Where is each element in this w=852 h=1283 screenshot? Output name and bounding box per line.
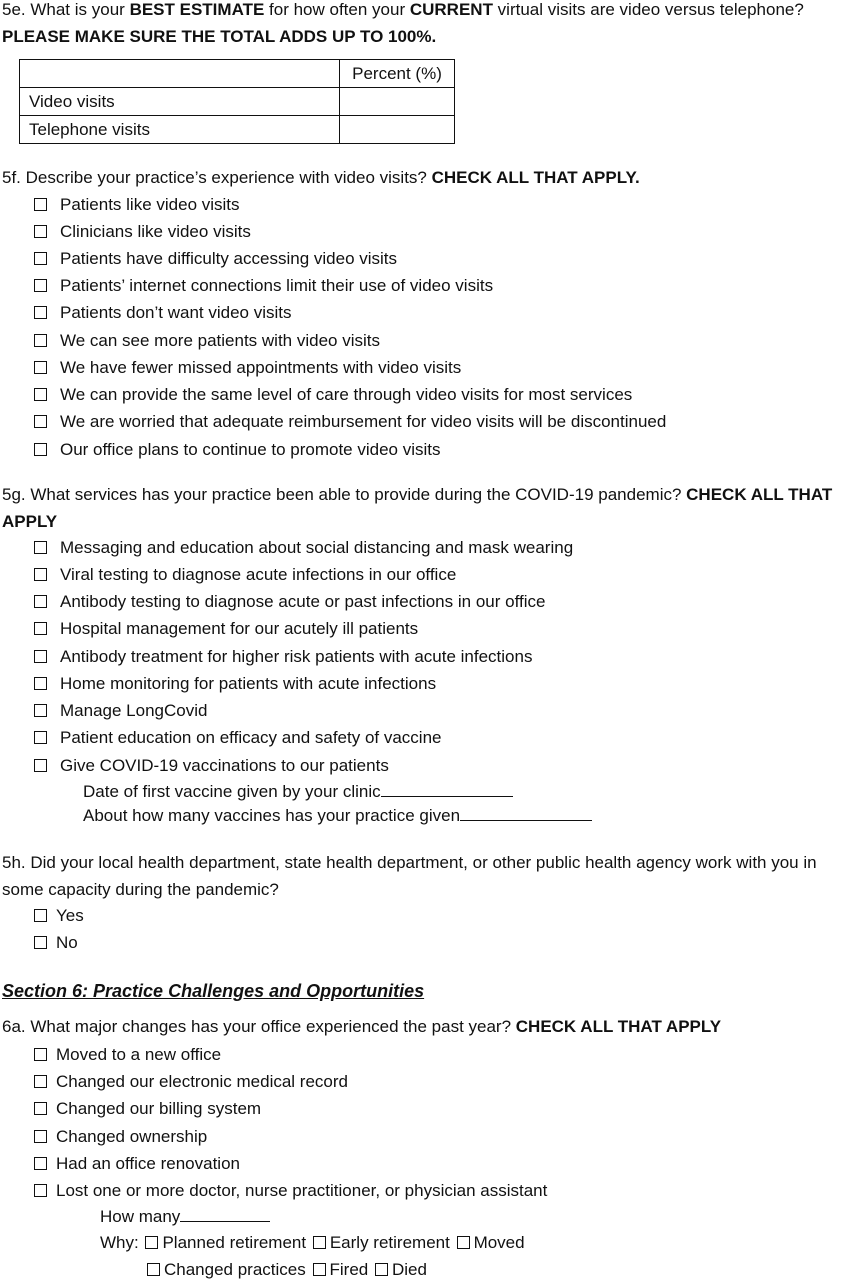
- option-label: Had an office renovation: [56, 1154, 240, 1173]
- question-6a-text: 6a. What major changes has your office experienced the past year?: [2, 1017, 516, 1036]
- vaccine-date-line: [83, 778, 513, 805]
- option-label: Messaging and education about social distancing and mask wearing: [60, 538, 574, 557]
- option-label: No: [56, 933, 78, 952]
- option-label: Patients don’t want video visits: [60, 303, 292, 322]
- how-many-field[interactable]: [180, 1220, 270, 1222]
- why-option-early-retirement: Early retirement: [329, 1233, 450, 1252]
- checkbox-icon[interactable]: [34, 568, 47, 581]
- checkbox-icon[interactable]: [145, 1236, 158, 1249]
- table-row: [20, 116, 455, 144]
- checkbox-icon[interactable]: [34, 279, 47, 292]
- question-5f: [2, 164, 850, 191]
- option-label: Antibody treatment for higher risk patients with acute infections: [60, 647, 533, 666]
- checkbox-option[interactable]: [34, 408, 666, 435]
- checkbox-option[interactable]: [34, 1150, 240, 1177]
- how-many-label: How many: [100, 1207, 181, 1226]
- checkbox-option[interactable]: [34, 191, 240, 218]
- section-title: Section 6: Practice Challenges and Opportunities: [2, 981, 425, 1001]
- emphasis-current: CURRENT: [409, 0, 493, 19]
- why-row-2: [145, 1256, 427, 1283]
- question-5e-instruction: PLEASE MAKE SURE THE TOTAL ADDS UP TO 100%.: [2, 27, 437, 46]
- option-label: Changed our electronic medical record: [56, 1072, 348, 1091]
- option-label: Patients like video visits: [60, 195, 240, 214]
- option-label: We can provide the same level of care through video visits for most services: [60, 385, 633, 404]
- why-row-1: [100, 1229, 525, 1256]
- video-percent-field[interactable]: [340, 88, 455, 116]
- option-label: Patients’ internet connections limit their use of video visits: [60, 276, 494, 295]
- table-header-blank: [20, 60, 340, 88]
- checkbox-icon[interactable]: [375, 1263, 388, 1276]
- vaccine-date-label: Date of first vaccine given by your clinic: [83, 782, 381, 801]
- checkbox-option[interactable]: [34, 670, 436, 697]
- option-label: Patients have difficulty accessing video visits: [60, 249, 398, 268]
- option-label: Yes: [56, 906, 84, 925]
- checkbox-icon[interactable]: [34, 1157, 47, 1170]
- question-5e-text-end: virtual visits are video versus telephone?: [492, 0, 804, 19]
- option-label: Clinicians like video visits: [60, 222, 251, 241]
- question-5g-text: 5g. What services has your practice been able to provide during the COVID-19 pandemic?: [2, 485, 687, 504]
- option-label: We have fewer missed appointments with video visits: [60, 358, 462, 377]
- checkbox-icon[interactable]: [313, 1236, 326, 1249]
- checkbox-icon[interactable]: [34, 759, 47, 772]
- telephone-percent-field[interactable]: [340, 116, 455, 144]
- checkbox-icon[interactable]: [457, 1236, 470, 1249]
- checkbox-icon[interactable]: [34, 415, 47, 428]
- question-5e-text: 5e. What is your: [2, 0, 130, 19]
- checkbox-option[interactable]: [34, 1095, 261, 1122]
- checkbox-option[interactable]: [34, 1041, 221, 1068]
- option-label: Viral testing to diagnose acute infections in our office: [60, 565, 457, 584]
- option-label: We are worried that adequate reimbursement for video visits will be discontinued: [60, 412, 667, 431]
- checkbox-option[interactable]: [34, 272, 493, 299]
- checkbox-icon[interactable]: [34, 306, 47, 319]
- checkbox-option[interactable]: [34, 1123, 207, 1150]
- how-many-line: [100, 1203, 270, 1230]
- checkbox-icon[interactable]: [34, 909, 47, 922]
- checkbox-icon[interactable]: [34, 225, 47, 238]
- why-option-planned-retirement: Planned retirement: [162, 1233, 307, 1252]
- checkbox-option[interactable]: [34, 588, 545, 615]
- checkbox-icon[interactable]: [147, 1263, 160, 1276]
- checkbox-option[interactable]: [34, 354, 461, 381]
- option-label: Antibody testing to diagnose acute or past infections in our office: [60, 592, 546, 611]
- checkbox-icon[interactable]: [34, 595, 47, 608]
- why-option-moved: Moved: [473, 1233, 525, 1252]
- option-label: Patient education on efficacy and safety of vaccine: [60, 728, 442, 747]
- checkbox-icon[interactable]: [34, 650, 47, 663]
- checkbox-icon[interactable]: [34, 1075, 47, 1088]
- checkbox-option[interactable]: [34, 643, 532, 670]
- checkbox-option[interactable]: [34, 436, 441, 463]
- checkbox-option[interactable]: [34, 697, 207, 724]
- question-5f-instruction: CHECK ALL THAT APPLY.: [431, 168, 640, 187]
- why-option-fired: Fired: [329, 1260, 369, 1279]
- checkbox-option[interactable]: [34, 218, 251, 245]
- question-5e-text-mid: for how often your: [264, 0, 410, 19]
- option-label: Give COVID-19 vaccinations to our patients: [60, 756, 389, 775]
- question-5h: [2, 849, 850, 903]
- emphasis-best-estimate: BEST ESTIMATE: [129, 0, 265, 19]
- checkbox-option[interactable]: [34, 245, 397, 272]
- checkbox-icon[interactable]: [34, 198, 47, 211]
- checkbox-icon[interactable]: [34, 731, 47, 744]
- question-5h-text: 5h. Did your local health department, state health department, or other public health agency work with you in some capacity during the pandemic?: [2, 853, 817, 899]
- option-label: Home monitoring for patients with acute infections: [60, 674, 437, 693]
- option-label: Lost one or more doctor, nurse practitioner, or physician assistant: [56, 1181, 548, 1200]
- table-row: [20, 60, 455, 88]
- checkbox-icon[interactable]: [34, 1102, 47, 1115]
- checkbox-option[interactable]: [34, 1068, 348, 1095]
- checkbox-option[interactable]: [34, 561, 456, 588]
- question-5f-text: 5f. Describe your practice’s experience with video visits?: [2, 168, 432, 187]
- table-row-label: Video visits: [20, 88, 340, 116]
- checkbox-option[interactable]: [34, 724, 442, 751]
- table-row: [20, 88, 455, 116]
- checkbox-icon[interactable]: [34, 388, 47, 401]
- option-label: Hospital management for our acutely ill patients: [60, 619, 419, 638]
- checkbox-icon[interactable]: [34, 704, 47, 717]
- checkbox-option[interactable]: [34, 752, 389, 779]
- checkbox-option[interactable]: [34, 929, 78, 956]
- table-row-label: Telephone visits: [20, 116, 340, 144]
- option-label: Manage LongCovid: [60, 701, 208, 720]
- option-label: Moved to a new office: [56, 1045, 222, 1064]
- why-option-changed-practices: Changed practices: [164, 1260, 306, 1279]
- checkbox-icon[interactable]: [34, 541, 47, 554]
- percent-table: [19, 59, 455, 144]
- checkbox-icon[interactable]: [34, 361, 47, 374]
- checkbox-option[interactable]: [34, 1177, 547, 1204]
- why-label: Why:: [100, 1233, 139, 1252]
- why-option-died: Died: [391, 1260, 427, 1279]
- vaccine-count-label: About how many vaccines has your practice given: [83, 806, 461, 825]
- checkbox-icon[interactable]: [34, 334, 47, 347]
- checkbox-option[interactable]: [34, 327, 380, 354]
- option-label: We can see more patients with video visits: [60, 331, 380, 350]
- checkbox-icon[interactable]: [34, 1184, 47, 1197]
- vaccine-count-field[interactable]: [460, 819, 592, 821]
- question-5g: [2, 481, 850, 535]
- checkbox-icon[interactable]: [34, 1130, 47, 1143]
- checkbox-option[interactable]: [34, 299, 292, 326]
- question-5g-instruction: CHECK ALL THAT APPLY: [2, 485, 833, 531]
- table-header-percent: Percent (%): [340, 60, 455, 88]
- checkbox-option[interactable]: [34, 902, 84, 929]
- option-label: Our office plans to continue to promote video visits: [60, 440, 441, 459]
- option-label: Changed ownership: [56, 1127, 208, 1146]
- vaccine-date-field[interactable]: [381, 795, 513, 797]
- question-6a: [2, 1013, 850, 1040]
- option-label: Changed our billing system: [56, 1099, 262, 1118]
- checkbox-icon[interactable]: [34, 622, 47, 635]
- checkbox-option[interactable]: [34, 381, 632, 408]
- checkbox-icon[interactable]: [34, 252, 47, 265]
- vaccine-count-line: [83, 802, 592, 829]
- checkbox-icon[interactable]: [313, 1263, 326, 1276]
- checkbox-icon[interactable]: [34, 443, 47, 456]
- checkbox-option[interactable]: [34, 534, 573, 561]
- checkbox-icon[interactable]: [34, 1048, 47, 1061]
- checkbox-option[interactable]: [34, 615, 418, 642]
- question-5e: [2, 0, 850, 50]
- checkbox-icon[interactable]: [34, 936, 47, 949]
- checkbox-icon[interactable]: [34, 677, 47, 690]
- question-6a-instruction: CHECK ALL THAT APPLY: [515, 1017, 722, 1036]
